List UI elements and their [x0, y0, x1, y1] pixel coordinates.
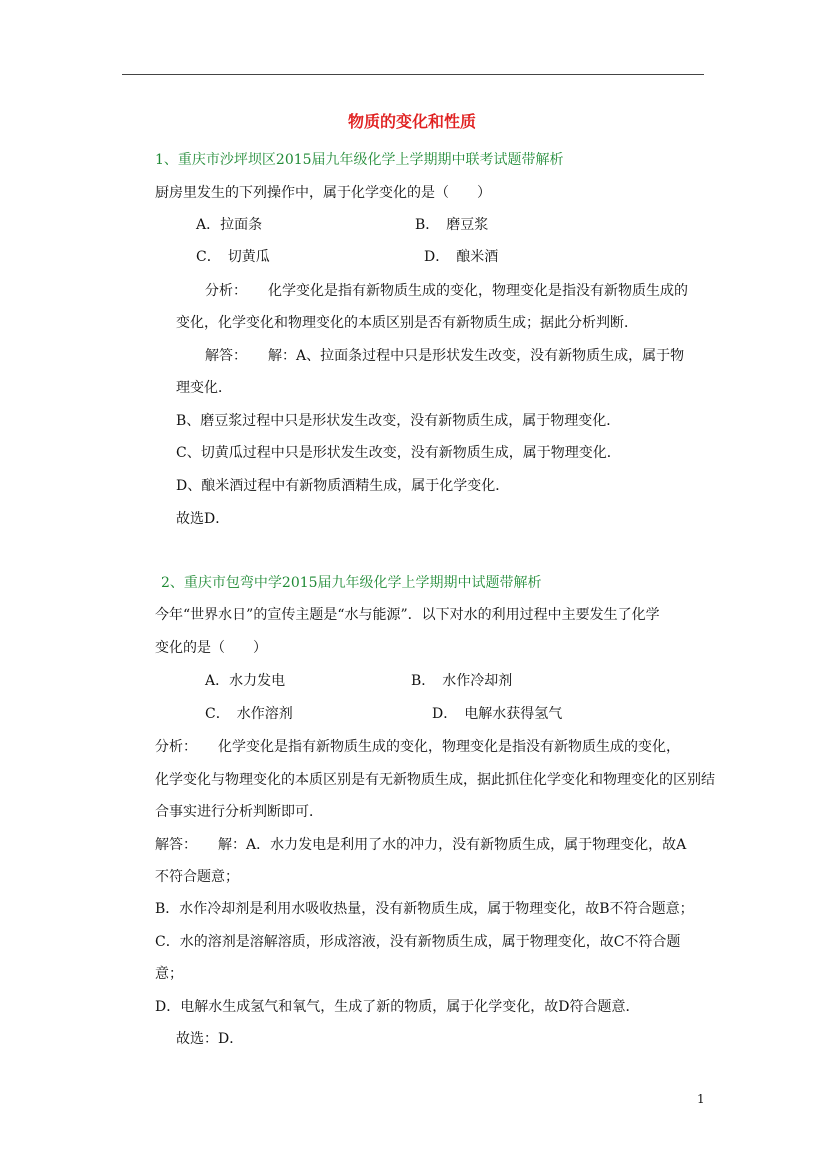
q1-option-b: B． 磨豆浆	[415, 217, 489, 233]
q2-option-c-explanation-line2: 意；	[155, 966, 183, 982]
q2-stem-line2: 变化的是（ ）	[155, 640, 267, 656]
q1-option-c: C． 切黄瓜	[196, 249, 270, 265]
q1-option-c-explanation: C、切黄瓜过程中只是形状发生改变，没有新物质生成，属于物理变化．	[176, 445, 621, 461]
q1-final-choice: 故选D．	[176, 511, 230, 527]
q2-analysis-line2: 化学变化与物理变化的本质区别是有无新物质生成，据此抓住化学变化和物理变化的区别结	[155, 772, 715, 788]
q2-answer-line1: 解答： 解：A．水力发电是利用了水的冲力，没有新物质生成，属于物理变化，故A	[155, 837, 687, 853]
page-title: 物质的变化和性质	[348, 112, 477, 131]
q1-option-d: D． 酿米酒	[424, 249, 499, 265]
q1-option-d-explanation: D、酿米酒过程中有新物质酒精生成，属于化学变化．	[176, 478, 510, 494]
q2-option-a: A．水力发电	[205, 673, 286, 689]
q1-analysis-line1: 分析： 化学变化是指有新物质生成的变化，物理变化是指没有新物质生成的	[205, 283, 688, 299]
q1-stem: 厨房里发生的下列操作中，属于化学变化的是（ ）	[155, 185, 491, 201]
q2-heading: 2、重庆市包弯中学2015届九年级化学上学期期中试题带解析	[161, 575, 542, 591]
q2-analysis-line3: 合事实进行分析判断即可．	[155, 804, 323, 820]
header-rule	[122, 74, 704, 75]
q2-option-d: D． 电解水获得氢气	[432, 706, 563, 722]
q1-option-b-explanation: B、磨豆浆过程中只是形状发生改变，没有新物质生成，属于物理变化．	[176, 413, 621, 429]
q2-analysis-line1: 分析： 化学变化是指有新物质生成的变化，物理变化是指没有新物质生成的变化，	[155, 739, 680, 755]
q2-option-d-explanation: D．电解水生成氢气和氧气，生成了新的物质，属于化学变化，故D符合题意．	[155, 999, 640, 1015]
q2-option-c-explanation-line1: C．水的溶剂是溶解溶质，形成溶液，没有新物质生成，属于物理变化，故C不符合题	[155, 934, 681, 950]
q2-option-c: C． 水作溶剂	[205, 706, 293, 722]
q2-stem-line1: 今年“世界水日”的宣传主题是“水与能源”．以下对水的利用过程中主要发生了化学	[155, 607, 660, 623]
q1-option-a: A．拉面条	[196, 217, 263, 233]
page-number: 1	[697, 1092, 705, 1106]
q1-answer-line1: 解答： 解：A、拉面条过程中只是形状发生改变，没有新物质生成，属于物	[205, 348, 685, 364]
q1-heading: 1、重庆市沙坪坝区2015届九年级化学上学期期中联考试题带解析	[155, 152, 564, 168]
q2-final-choice: 故选：D．	[176, 1031, 244, 1047]
q2-answer-line2: 不符合题意；	[155, 869, 239, 885]
q1-answer-line2: 理变化．	[176, 380, 232, 396]
q2-option-b-explanation: B．水作冷却剂是利用水吸收热量，没有新物质生成，属于物理变化，故B不符合题意；	[155, 901, 694, 917]
q1-analysis-line2: 变化，化学变化和物理变化的本质区别是否有新物质生成；据此分析判断．	[176, 315, 638, 331]
q2-option-b: B． 水作冷却剂	[411, 673, 513, 689]
